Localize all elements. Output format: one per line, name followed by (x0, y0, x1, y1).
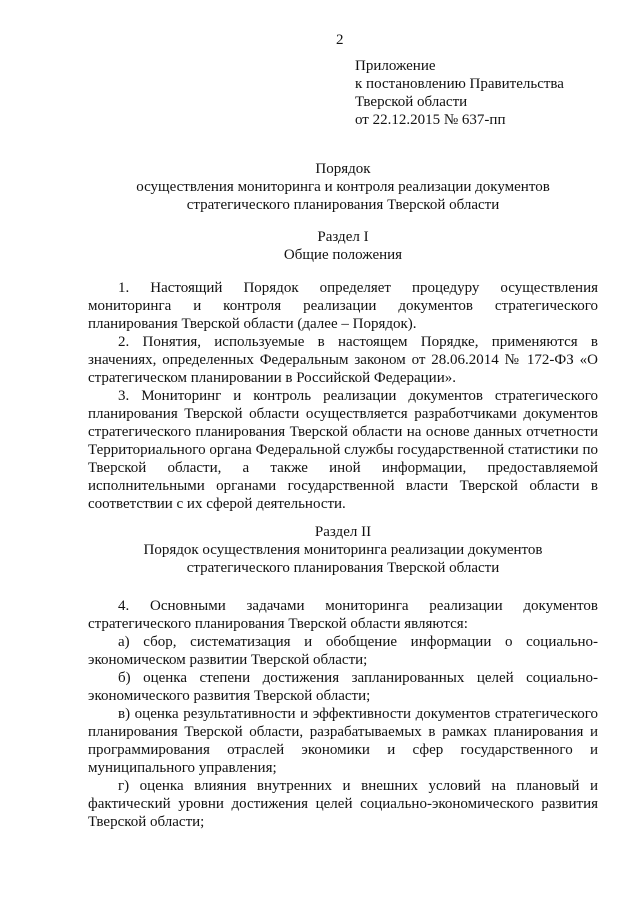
appendix-line: к постановлению Правительства (355, 76, 564, 92)
paragraph: 3. Мониторинг и контроль реализации документов стратегического планирования Тверской области осуществляется разработчиками документов стратегического планирования Тверской области на основе данных отчетности Территориального органа Федеральной службы государственной статистики по Тверской области, а также иной информации, предоставляемой исполнительными органами государственной власти Тверской области в соответствии с их сферой деятельности. (88, 388, 598, 512)
paragraph: 2. Понятия, используемые в настоящем Порядке, применяются в значениях, определенных Федеральным законом от 28.06.2014 № 172-ФЗ «О стратегическом планировании в Российской Федерации». (88, 334, 598, 386)
appendix-line: Приложение (355, 58, 436, 74)
paragraph: 1. Настоящий Порядок определяет процедуру осуществления мониторинга и контроля реализации документов стратегического планирования Тверской области (далее – Порядок). (88, 280, 598, 332)
title-line: стратегического планирования Тверской области (186, 197, 500, 213)
title-line: Порядок (315, 161, 371, 177)
section-2-body (88, 597, 598, 831)
paragraph: г) оценка влияния внутренних и внешних условий на плановый и фактический уровни достижения целей социально-экономического развития Тверской области; (88, 778, 598, 830)
section-title: Общие положения (283, 247, 403, 263)
paragraph: а) сбор, систематизация и обобщение информации о социально-экономическом развитии Тверской области; (88, 634, 598, 668)
paragraph: б) оценка степени достижения запланированных целей социально-экономического развития Тверской области; (88, 670, 598, 704)
section-number: Раздел I (317, 229, 369, 245)
section-title-line: Порядок осуществления мониторинга реализации документов (143, 542, 543, 558)
appendix-header (355, 57, 564, 129)
appendix-line: Тверской области (355, 94, 468, 110)
appendix-line: от 22.12.2015 № 637-пп (355, 112, 506, 128)
section-2-heading (88, 523, 598, 577)
section-1-heading (88, 228, 598, 264)
page-number: 2 (336, 32, 344, 48)
section-number: Раздел II (314, 524, 372, 540)
document-title (88, 160, 598, 214)
section-title-line: стратегического планирования Тверской области (186, 560, 500, 576)
paragraph: в) оценка результативности и эффективности документов стратегического планирования Тверской области, разрабатываемых в рамках планирования и программирования отраслей экономики и сфер государственного и муниципального управления; (88, 706, 598, 776)
section-1-body (88, 279, 598, 513)
title-line: осуществления мониторинга и контроля реализации документов (136, 179, 550, 195)
paragraph: 4. Основными задачами мониторинга реализации документов стратегического планирования Тверской области являются: (88, 598, 598, 632)
